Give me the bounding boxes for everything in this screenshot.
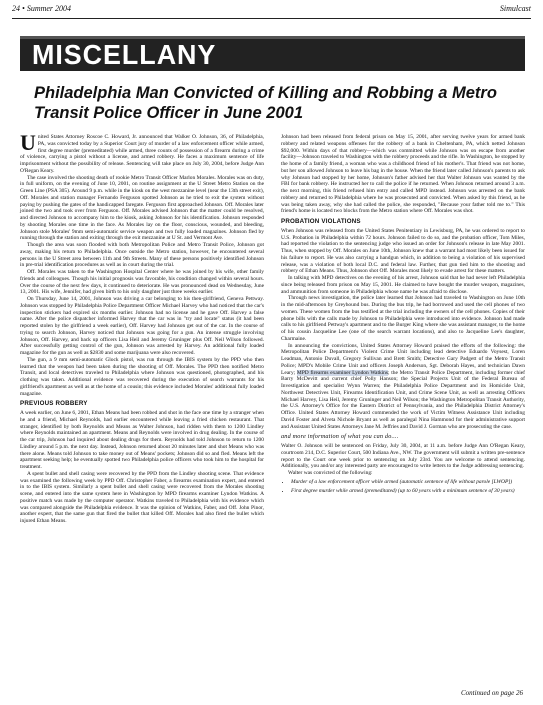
subhead-previous-robbery: PREVIOUS ROBBERY — [20, 400, 88, 408]
highlighted-text: MPD firearms examiner Lyndon Watkins — [296, 369, 389, 376]
subhead-what-you-can-do: and more information of what you can do.... — [281, 433, 399, 441]
charges-list — [281, 479, 525, 495]
paragraph: Off. Morales was taken to the Washington Hospital Center where he was joined by his wife, other family friends and colleagues. Though his initial prognosis was favorable, his condition changed within several hours. Over the course of the next few days, it continued to deteriorate. He was pronounced dead on Wednesday, June 13, 2001. His wife, Jennifer, had given birth to his only daughter just three weeks earlier. — [20, 269, 264, 296]
paragraph: Johnson had been released from federal prison on May 15, 2001, after serving twelve years for armed bank robbery and related weapons offenses for the robbery of a bank in Cheltenham, PA, which netted Johnson $92,000. Within days of that robbery—which was committed while Johnson was on escape from another facility—Johnson traveled to Washington with the robbery proceeds and the rifle. In Washington, he stopped by the home of a family friend, a woman who was a childhood friend of his mother's. That friend was not home, but her son allowed Johnson to leave his bag in the house. When the friend later called Johnson's parents to ask why Johnson had stopped by her home, Johnson's father advised her that Walter Johnson was wanted by the FBI for bank robbery. He instructed her to call the police if he returned. When Johnson returned around 3 a.m. the next morning, this friend refused him entry and called MPD instead. Johnson was arrested on the bank robbery and returned to Philadelphia where he was prosecuted and convicted. When asked by this friend, as he was being taken away, why she had called the police, she responded, "Because your father told me to." This friend's home is located two blocks from the Metro station where Off. Morales was shot. — [281, 134, 525, 215]
section-banner — [20, 36, 525, 71]
page-issue: 24 • Summer 2004 — [12, 4, 72, 13]
article-column-left — [20, 130, 264, 694]
list-item: • First degree murder while armed (premeditated) (up to 60 years with a minimum sentence of 30 years) — [291, 488, 525, 495]
section-title: MISCELLANY — [32, 39, 217, 70]
drop-cap: U — [20, 130, 36, 155]
subhead-probation-violations: PROBATION VIOLATIONS — [281, 218, 361, 225]
list-item: • Murder of a law enforcement officer while armed (automatic sentence of life without parole [LWOP]) — [291, 479, 525, 486]
paragraph: In announcing the convictions, United States Attorney Howard praised the efforts of the following: the Metropolitan Police Department's Violent Crime Unit including lead detective Eduardo Voysest, Loren Leadman, Antonio Duvall, Gregory Sullivan and Brett Smith; Detective Gary Padgett of the Metro Transit Police; MPD's Mobile Crime Unit and officers Joseph Anderson, Sgt. Deborah Hayes, and technician Dawn Leary; MPD firearms examiner Lyndon Watkins; the Metro Transit Police Department, including former chief Barry McDevitt and current chief Polly Hanson; the Special Projects Unit of the Federal Bureau of Investigation and specialist Wynn Warren; the Philadelphia Police Department and its Homicide Unit, Northwest Detectives Unit, Firearms Identification Unit, and Crime Scene Unit, as well as arresting Officers Michael Harvey, Lisa Heil, Jeremy Gruninger and Neil Wilson; the Washington Metropolitan Transit Authority, the U.S. Attorney's Office for the Eastern District of Pennsylvania, and the Philadelphia District Attorney's Office. United States Attorney Howard commended the work of Victim Witness Assistance Unit including David Foster and Alveta Nichole Bryant as well as paralegal Nina Hammond for their administrative support and Assistant United States Attorneys Jane M. Jeffries and David J. Gorman who are prosecuting the case. — [281, 342, 525, 430]
paragraph: Walter was convicted of the following: — [288, 470, 373, 476]
header-rule — [12, 18, 531, 19]
paragraph: United States Attorney Roscoe C. Howard, Jr. announced that Walker O. Johnson, 36, of Philadelphia, PA, was convicted today by a Superior Court jury of murder of a law enforcement officer while armed, first degree murder (premeditated) while armed, three counts of possession of a firearm during a crime of violence, carrying a pistol without a license, and armed robbery. He faces a maximum sentence of life imprisonment without the possibility of release. Sentencing will take place on July 30, 2004, before Judge Ann O'Regan Keary. — [20, 130, 264, 174]
paragraph: On Thursday, June 14, 2001, Johnson was driving a car belonging to his then-girlfriend, Geneva Pettway. Johnson was stopped by Philadelphia Police Department Officer Michael Harvey who had noticed that the car's inspection stickers had expired six months earlier. Johnson had no license and he gave Off. Harvey a false name. After the police dispatcher informed Harvey that the car was in "try and locate" status (it had been reported stolen by the girlfriend a week earlier), Off. Harvey had Johnson get out of the car. In the course of trying to search Johnson, Harvey noticed that Johnson was going for a gun. An intense struggle involving Johnson, Off. Harvey, and back up officers Lisa Heil and Jeremy Gruninger plus Off. Neil Wilson followed. After successfully getting control of the gun, Johnson was arrested by Harvey. An additional fully loaded magazine for the gun as well as $2830 and some marijuana were also recovered. — [20, 296, 264, 356]
paragraph: The case involved the shooting death of rookie Metro Transit Officer Marlon Morales. Morales was on duty, in full uniform, on the evening of June 10, 2001, on routine assignment at the U Street Metro Station on the Green Line (PSA 305). Around 9 p.m. while in the kiosk on the west mezzanine level (near the 13th street exit), Off. Morales and station manager Fernando Ferguson spotted Johnson as he tried to exit the system without paying by pushing the gates of the handicapped faregate. Ferguson first approached Johnson. Off. Morales later joined the two and took over from Ferguson. Off. Morales advised Johnson that the matter could be resolved, and directed Johnson to accompany him to the kiosk, asking Johnson for his identification. Johnson responded by shooting Morales one time in the face. As Morales lay on the floor, conscious, wounded, and bleeding, Johnson stole Morales' 9mm semi-automatic service weapon and two fully loaded magazines. Johnson fled by running through the station and exiting through the exit mezzanine at U St. and Vermont Ave. — [20, 174, 264, 242]
paragraph: A week earlier, on June 6, 2001, Ethan Means had been robbed and shot in the face one time by a stranger when he and a friend, Michael Reynolds, had earlier encountered while leaving a fried chicken restaurant. That stranger, identified by both Reynolds and Means as Walter Johnson, had ridden with them to 1200 Lindley where Reynolds maintained an apartment. Means and Reynolds were involved in drug dealing. In the course of the car trip, Johnson had inquired about dealing drugs for them. Reynolds had told Johnson to return to 1200 Lindley around 5 p.m. the next day. Instead, Johnson returned about 20 minutes later and shot Means who was there alone. Means told Johnson to take money out of Means' pockets; Johnson did so and fled. Means left the apartment seeking help; he eventually spotted two Philadelphia police officers who took him to the hospital for treatment. — [20, 410, 264, 470]
article-column-right — [281, 134, 525, 679]
paragraph: A spent bullet and shell casing were recovered by the PPD from the Lindley shooting scene. That evidence was examined the following week by PPD Off. Christopher Faber, a firearms examination expert, and entered in to the IBIS system. Similarly a spent bullet and shell casing were recovered from the Morales shooting scene, and entered into the same system here in Washington by MPD firearms examiner Lyndon Watkins. A positive match was made by the computer operator. Watkins traveled to Philadelphia with his evidence which was compared alongside the Philadelphia evidence. It was the opinion of Watkins, Faber, and Off. John Pinor, another expert, that the same gun that fired the bullet that killed Off. Morales had also fired the bullet which injured Ethan Means. — [20, 470, 264, 524]
paragraph: Though the area was soon flooded with both Metropolitan Police and Metro Transit Police, Johnson got away, making his return to Philadelphia. Once outside the Metro station, however, he encountered several persons in the U Street area between 11th and 9th Streets. Many of these persons positively identified Johnson in pre-trial identification procedures as well as in court during the trial. — [20, 242, 264, 269]
running-header — [12, 4, 531, 16]
paragraph: Walter O. Johnson will be sentenced on Friday, July 30, 2004, at 11 a.m. before Judge Ann O'Regan Keary, courtroom 214, D.C. Superior Court, 500 Indiana Ave., NW. The government will submit a written pre-sentence report to the Court one week prior to sentencing on July 23rd. You are welcome to attend sentencing. Additionally, you and/or any interested party are encouraged to write letters to the Judge addressing sentencing. — [281, 443, 525, 470]
paragraph: In talking with MPD detectives on the evening of his arrest, Johnson said that he had never left Philadelphia since being released from prison on May 15, 2001. He claimed to have bought the murder weapon, magazines, and ammunition from someone in Philadelphia whose name he was afraid to disclose. — [281, 275, 525, 295]
paragraph: Through news investigation, the police later learned that Johnson had traveled to Washington on June 10th in the mid-afternoon by Greyhound bus. During the bus trip, he had borrowed and used the cell phones of two women. These women from the bus testified at the trial including the owners of the cell phones. Copies of their phone bills with the calls made by Johnson to Philadelphia were introduced into evidence. Johnson had made calls to his girlfriend Pettway's apartment and to the Burger King where she was assistant manager, to the home of his cousin Jacqueline Lee (one of the search warrant locations), and also to Jacqueline Lee's daughter, Charmaine. — [281, 295, 525, 342]
publication-name: Simulcast — [499, 4, 531, 13]
continued-note: Continued on page 26 — [460, 689, 523, 697]
paragraph: The gun, a 9 mm semi-automatic Glock pistol, was run through the IBIS system by the PPD who then learned that the weapon had been taken during the shooting of Off. Morales. The PPD then notified Metro Transit, and local detectives traveled to Philadelphia where Johnson was questioned, photographed, and his clothing was taken. Additional evidence was recovered during the execution of search warrants for his girlfriend's apartment as well as at the home of a cousin; this evidence included Morales' additional fully loaded magazine. — [20, 356, 264, 397]
paragraph: When Johnson was released from the United States Penitentiary in Lewisburg, PA, he was ordered to report to U.S. Probation in Philadelphia within 72 hours. Johnson failed to do so, and the probation officer, Tom Miles, had reported the violation to the sentencing judge who issued an order for Johnson's release in late May 2001. Thus, when stopped by Off. Morales on June 10th, Johnson knew that a warrant had most likely been issued for his failure to report. He was also carrying a handgun which, in addition to being a violation of his supervised release, was a violation of both local D.C. and federal law. Further, that gun tied him to the shooting and robbery of Ethan Means. Thus, Johnson shot Off. Morales most likely to evade arrest for these matters. — [281, 227, 525, 275]
article-headline: Philadelphia Man Convicted of Killing and Robbing a Metro Transit Police Officer in June 2001 — [34, 84, 497, 122]
